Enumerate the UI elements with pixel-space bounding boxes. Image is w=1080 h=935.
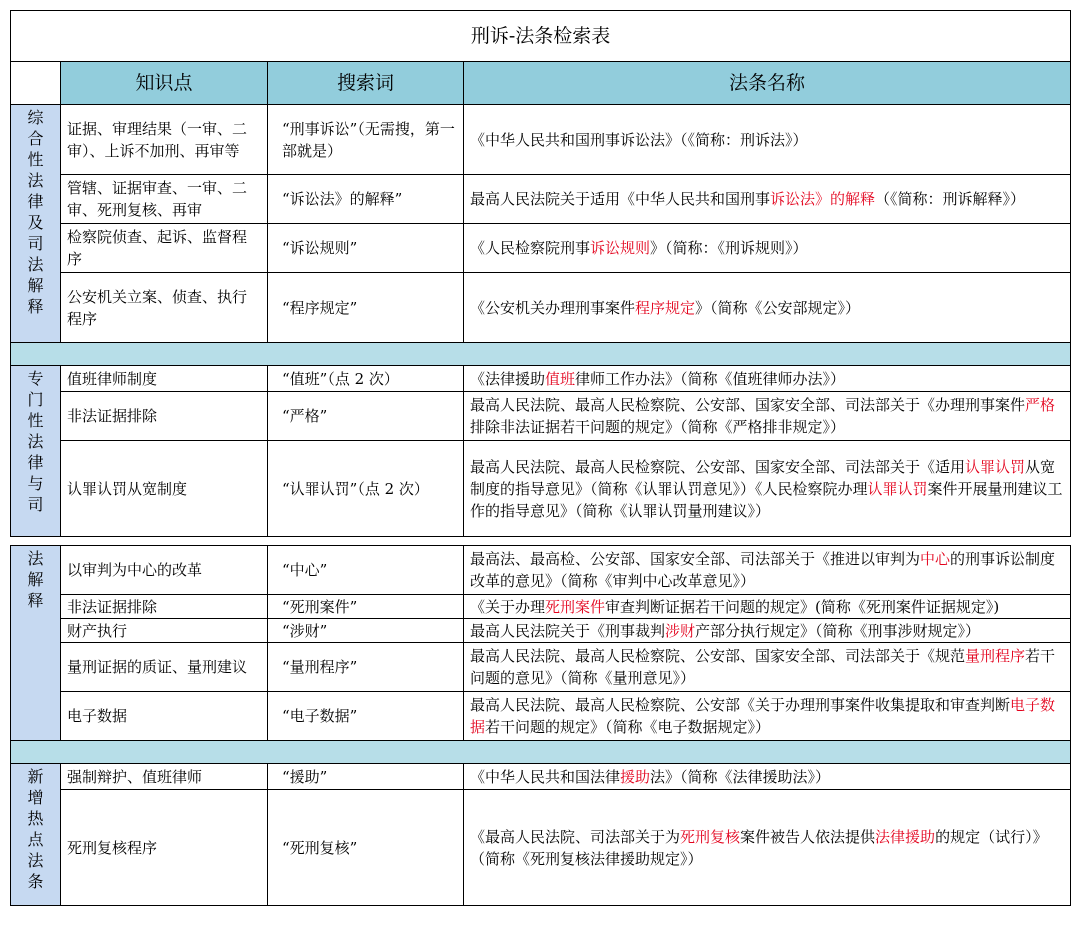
keyword-highlight: 死刑案件 (545, 597, 606, 616)
category-label: 法解释 (27, 549, 44, 610)
category-cell (11, 105, 61, 343)
law-text: 法》（简称《法律援助法》） (650, 767, 831, 786)
law-text: 律师工作办法》（简称《值班律师办法》） (575, 369, 846, 388)
law-text: 审查判断证据若干问题的规定》(简称《死刑案件证据规定》) (605, 597, 1000, 616)
law-text: 产部分执行规定》（简称《刑事涉财规定》） (695, 621, 981, 640)
keyword-highlight: 认罪认罚 (867, 479, 928, 498)
law-text: 案件被告人依法提供 (740, 827, 876, 846)
topic-cell: 量刑证据的质证、量刑建议 (61, 643, 268, 692)
law-cell (464, 619, 1071, 643)
law-text: 的刑事诉讼制度改革的意见》（简称《审判中心改革意见》） (470, 550, 1056, 590)
keyword-highlight: 严格 (1025, 396, 1056, 414)
law-text: 《法律援助 (470, 369, 546, 388)
law-text: 》（简称《公安部规定》） (695, 298, 861, 317)
search-cell: “死刑案件” (268, 595, 464, 619)
keyword-highlight: 法律援助 (875, 827, 936, 846)
law-text: 从宽制度的指导意见》（简称《认罪认罚意见》）《人民检察院办理 (470, 457, 1056, 498)
keyword-highlight: 电子数据 (470, 696, 1056, 736)
table-row (11, 441, 1071, 537)
law-text: 最高人民法院关于《刑事裁判 (470, 621, 666, 640)
law-text: 最高人民法院、最高人民检察院、公安部、国家安全部、司法部关于《办理刑事案件 (470, 396, 1026, 414)
search-cell: “严格” (268, 392, 464, 441)
law-cell (464, 392, 1071, 441)
topic-cell: 非法证据排除 (61, 392, 268, 441)
law-text: 《关于办理 (470, 597, 546, 616)
search-cell: “涉财” (268, 619, 464, 643)
law-text: 若干问题的意见》（简称《量刑意见》） (470, 647, 1056, 687)
table-row (11, 764, 1071, 790)
search-cell: “值班”（点 2 次） (268, 366, 464, 392)
law-cell (464, 790, 1071, 906)
search-cell: “程序规定” (268, 273, 464, 343)
search-cell: “认罪认罚”（点 2 次） (268, 441, 464, 537)
search-cell: “刑事诉讼”（无需搜，第一部就是） (268, 105, 464, 175)
topic-cell: 公安机关立案、侦查、执行程序 (61, 273, 268, 343)
law-text: 最高人民法院、最高人民检察院、公安部《关于办理刑事案件收集提取和审查判断 (470, 696, 1011, 714)
table-row (11, 595, 1071, 619)
table-row (11, 105, 1071, 175)
keyword-highlight: 中心 (920, 550, 951, 568)
header-topic: 知识点 (61, 62, 268, 105)
topic-cell: 非法证据排除 (61, 595, 268, 619)
keyword-highlight: 程序规定 (635, 298, 696, 317)
law-text: 》（简称：《刑诉规则》） (650, 239, 808, 257)
table-row (11, 224, 1071, 273)
law-cell (464, 546, 1071, 595)
keyword-highlight: 涉财 (665, 621, 696, 640)
law-index-table-frame (10, 10, 1070, 906)
topic-cell: 证据、审理结果（一审、二审）、上诉不加刑、再审等 (61, 105, 268, 175)
law-text: 《最高人民法院、司法部关于为 (470, 827, 681, 846)
law-text: 的规定（试行）》（简称《死刑复核法律援助规定》） (470, 827, 1048, 868)
law-cell (464, 643, 1071, 692)
search-cell: “死刑复核” (268, 790, 464, 906)
category-cell (11, 546, 61, 741)
topic-cell: 强制辩护、值班律师 (61, 764, 268, 790)
topic-cell: 电子数据 (61, 692, 268, 741)
law-text: 《中华人民共和国刑事诉讼法》（《简称：刑诉法》） (470, 130, 808, 149)
law-cell (464, 764, 1071, 790)
search-cell: “量刑程序” (268, 643, 464, 692)
table-row (11, 175, 1071, 224)
topic-cell: 认罪认罚从宽制度 (61, 441, 268, 537)
law-cell (464, 175, 1071, 224)
search-cell: “援助” (268, 764, 464, 790)
law-text: 《中华人民共和国法律 (470, 767, 621, 786)
law-cell (464, 692, 1071, 741)
topic-cell: 财产执行 (61, 619, 268, 643)
topic-cell: 值班律师制度 (61, 366, 268, 392)
law-cell (464, 441, 1071, 537)
law-text: 若干问题的规定》（简称《电子数据规定》） (485, 718, 771, 736)
topic-cell: 管辖、证据审查、一审、二审、死刑复核、再审 (61, 175, 268, 224)
header-law: 法条名称 (464, 62, 1071, 105)
category-label: 专门性法律与司 (27, 369, 44, 514)
category-label: 新增热点法条 (27, 767, 44, 891)
table-row (11, 366, 1071, 392)
law-text: 最高人民法院、最高人民检察院、公安部、国家安全部、司法部关于《规范 (470, 647, 966, 665)
separator-row (11, 741, 1071, 764)
keyword-highlight: 死刑复核 (680, 827, 741, 846)
table-row (11, 392, 1071, 441)
table-title: 刑诉-法条检索表 (11, 11, 1071, 62)
category-cell (11, 366, 61, 537)
law-text: 最高法、最高检、公安部、国家安全部、司法部关于《推进以审判为 (470, 550, 921, 568)
keyword-highlight: 援助 (620, 767, 651, 786)
keyword-highlight: 诉讼规则 (590, 239, 651, 257)
table-row (11, 273, 1071, 343)
spacer-row (11, 537, 1071, 546)
keyword-highlight: 值班 (545, 369, 576, 388)
category-label: 综合性法律及司法解释 (27, 108, 44, 316)
law-cell (464, 595, 1071, 619)
table-row (11, 546, 1071, 595)
header-search: 搜索词 (268, 62, 464, 105)
separator-row (11, 343, 1071, 366)
law-text: 最高人民法院、最高人民检察院、公安部、国家安全部、司法部关于《适用 (470, 457, 966, 476)
law-text: 《公安机关办理刑事案件 (470, 298, 636, 317)
law-cell (464, 224, 1071, 273)
law-index-table (10, 10, 1071, 906)
search-cell: “中心” (268, 546, 464, 595)
topic-cell: 死刑复核程序 (61, 790, 268, 906)
keyword-highlight: 诉讼法》的解释 (770, 190, 876, 208)
table-row (11, 692, 1071, 741)
topic-cell: 检察院侦查、起诉、监督程序 (61, 224, 268, 273)
law-text: 排除非法证据若干问题的规定》（简称《严格排非规定》） (470, 418, 846, 436)
law-cell (464, 105, 1071, 175)
table-row (11, 619, 1071, 643)
topic-cell: 以审判为中心的改革 (61, 546, 268, 595)
law-cell (464, 273, 1071, 343)
law-cell (464, 366, 1071, 392)
law-text: 案件开展量刑建议工作的指导意见》（简称《认罪认罚量刑建议》） (470, 479, 1063, 520)
keyword-highlight: 认罪认罚 (965, 457, 1026, 476)
keyword-highlight: 量刑程序 (965, 647, 1026, 665)
table-row (11, 643, 1071, 692)
search-cell: “诉讼法》的解释” (268, 175, 464, 224)
search-cell: “电子数据” (268, 692, 464, 741)
law-text: 最高人民法院关于适用《中华人民共和国刑事 (470, 190, 771, 208)
table-row (11, 790, 1071, 906)
category-cell (11, 764, 61, 906)
header-corner (11, 62, 61, 105)
law-text: 《人民检察院刑事 (470, 239, 591, 257)
law-text: （《简称：刑诉解释》） (875, 190, 1026, 208)
search-cell: “诉讼规则” (268, 224, 464, 273)
